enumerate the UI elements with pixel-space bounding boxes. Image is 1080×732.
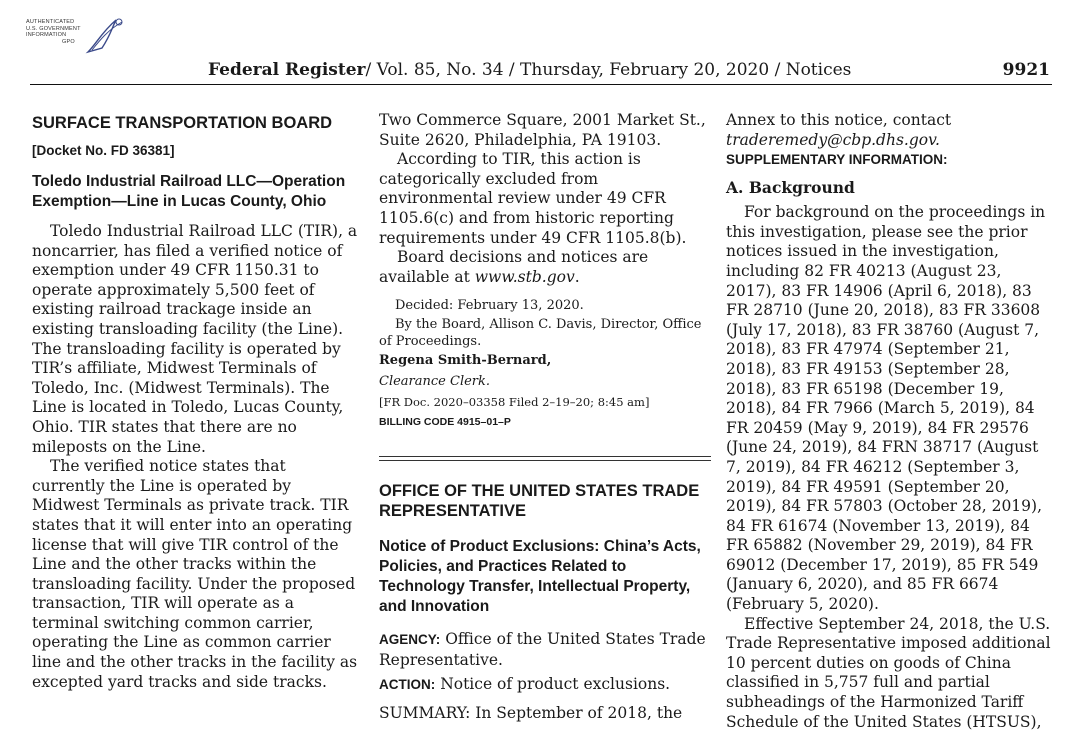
column-right	[726, 111, 1056, 732]
gpo-authentication-logo	[22, 14, 112, 58]
section-divider	[379, 456, 711, 457]
agency-field: AGENCY: Office of the United States Trade Representative.	[379, 630, 706, 670]
publication-name: Federal Register	[208, 60, 366, 80]
by-the-board: By the Board, Allison C. Davis, Director, Office of Proceedings.	[379, 317, 702, 350]
fr-doc-line: [FR Doc. 2020–03358 Filed 2–19–20; 8:45 am]	[379, 395, 650, 410]
notice-title: Notice of Product Exclusions: China’s Acts, Policies, and Practices Related to Technology Transfer, Intellectual Property, and Innovation	[379, 538, 701, 616]
column-left	[32, 111, 358, 692]
logo-text: AUTHENTICATED U.S. GOVERNMENT INFORMATION GPO	[26, 19, 81, 45]
section-divider	[379, 460, 711, 461]
address-continuation: Two Commerce Square, 2001 Market St., Suite 2620, Philadelphia, PA 19103.	[379, 111, 706, 149]
docket-number: [Docket No. FD 36381]	[32, 143, 175, 158]
contact-continuation: Annex to this notice, contact	[726, 111, 952, 129]
stb-website-link[interactable]: www.stb.gov	[474, 267, 575, 286]
body-paragraph: Toledo Industrial Railroad LLC (TIR), a noncarrier, has filed a verified notice of exemption under 49 CFR 1150.31 to operate approximately 5,500 feet of existing railroad trackage inside an existing transloading facility (the Line). The transloading facility is operated by TIR’s affiliate, Midwest Terminals of Toledo, Inc. (Midwest Terminals). The Line is located in Toledo, Lucas County, Ohio. TIR states that there are no mileposts on the Line.	[32, 222, 358, 456]
supplementary-information-heading: SUPPLEMENTARY INFORMATION:	[726, 152, 948, 168]
masthead	[30, 56, 1052, 85]
billing-code: BILLING CODE 4915–01–P	[379, 416, 511, 429]
page-number: 9921	[1002, 60, 1050, 80]
decided-date: Decided: February 13, 2020.	[395, 298, 584, 314]
contact-email[interactable]: traderemedy@cbp.dhs.gov.	[726, 130, 940, 149]
issue-info: / Vol. 85, No. 34 / Thursday, February 20, 2020 / Notices	[365, 60, 852, 80]
notice-title: Toledo Industrial Railroad LLC—Operation Exemption—Line in Lucas County, Ohio	[32, 173, 346, 210]
body-paragraph: According to TIR, this action is categorically excluded from environmental review under 49 CFR 1105.6(c) and from historic reporting requirements under 49 CFR 1105.8(b).	[379, 150, 687, 247]
body-paragraph: For background on the proceedings in this investigation, please see the prior notices issued in the investigation, including 82 FR 40213 (August 23, 2017), 83 FR 14906 (April 6, 2018), 83 FR 28710 (June 20, 2018), 83 FR 33608 (July 17, 2018), 83 FR 38760 (August 7, 2018), 83 FR 47974 (September 21, 2018), 83 FR 49153 (September 28, 2018), 83 FR 65198 (December 19, 2018), 84 FR 7966 (March 5, 2019), 84 FR 20459 (May 9, 2019), 84 FR 29576 (June 24, 2019), 84 FRN 38717 (August 7, 2019), 84 FR 46212 (September 3, 2019), 84 FR 49591 (September 20, 2019), 84 FR 57803 (October 28, 2019), 84 FR 61674 (November 13, 2019), 84 FR 65882 (November 29, 2019), 84 FR 69012 (December 17, 2019), 85 FR 549 (January 6, 2020), and 85 FR 6674 (February 5, 2020).	[726, 203, 1046, 614]
section-heading: A. Background	[726, 178, 855, 198]
eagle-icon	[82, 14, 128, 58]
masthead-citation	[208, 60, 851, 80]
body-paragraph: Effective September 24, 2018, the U.S. Trade Representative imposed additional 10 percent duties on goods of China classified in 5,757 full and partial subheadings of the Harmonized Tariff Schedule of the United States (HTSUS),	[726, 614, 1051, 731]
signer-title: Clearance Clerk.	[379, 374, 491, 390]
signer-name: Regena Smith-Bernard,	[379, 353, 552, 369]
body-paragraph: The verified notice states that currently the Line is operated by Midwest Terminals as private track. TIR states that it will enter into an operating license that will give TIR control of the Line and the other tracks within the transloading facility. Under the proposed transaction, TIR will operate as a terminal switching common carrier, operating the Line as common carrier line and the other tracks in the facility as excepted yard tracks and side tracks.	[32, 457, 358, 691]
summary-field: SUMMARY: In September of 2018, the	[379, 704, 683, 723]
column-middle	[379, 111, 711, 723]
action-field: ACTION: Notice of product exclusions.	[379, 675, 671, 694]
agency-heading: OFFICE OF THE UNITED STATES TRADE REPRESENTATIVE	[379, 482, 700, 521]
agency-heading: SURFACE TRANSPORTATION BOARD	[32, 114, 333, 132]
body-paragraph: Board decisions and notices are available at www.stb.gov.	[379, 248, 649, 286]
